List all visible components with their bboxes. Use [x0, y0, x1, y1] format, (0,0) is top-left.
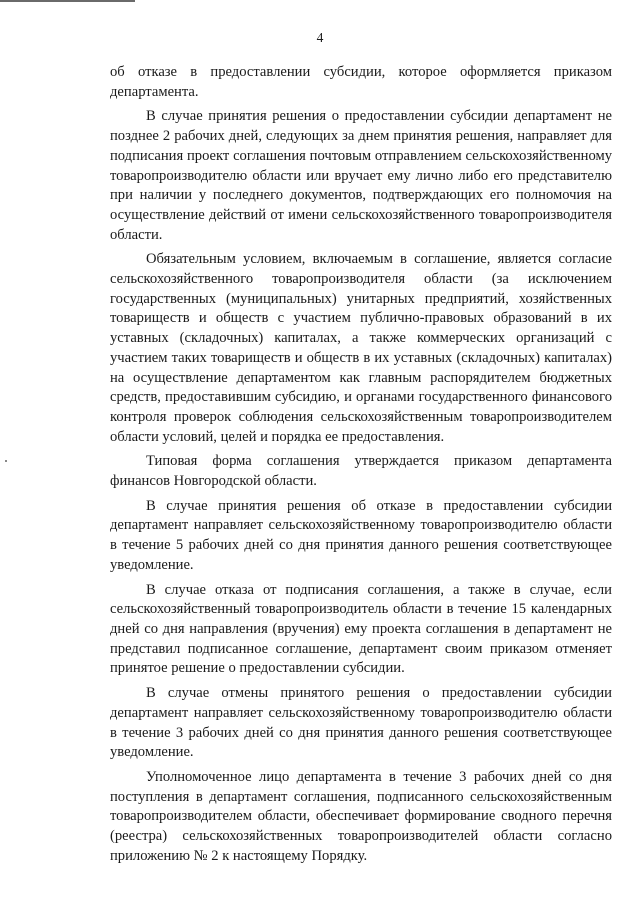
paragraph-1: об отказе в предоставлении субсидии, которое оформляется приказом департамента. — [110, 64, 612, 100]
document-body — [110, 63, 612, 871]
paragraph-6: В случае отказа от подписания соглашения, а также в случае, если сельскохозяйственный товаропроизводитель области в течение 15 календарных дней со дня направления (вручения) ему проекта соглашения в департамент не представил подписанное соглашение, департамент своим приказом отменяет принятое решение о предоставлении субсидии. — [110, 581, 612, 677]
scan-edge-line — [0, 0, 135, 2]
paragraph-2: В случае принятия решения о предоставлении субсидии департамент не позднее 2 рабочих дней, следующих за днем принятия решения, направляет для подписания проект соглашения почтовым отправлением сельскохозяйственному товаропроизводителю области или вручает ему лично либо его представителю при наличии у последнего документов, подтверждающих его полномочия на осуществление действий от имени сельскохозяйственного товаропроизводителя области. — [110, 108, 612, 243]
paragraph-5: В случае принятия решения об отказе в предоставлении субсидии департамент направляет сельскохозяйственному товаропроизводителю области в течение 5 рабочих дней со дня принятия данного решения соответствующее уведомление. — [110, 497, 612, 573]
paragraph-3: Обязательным условием, включаемым в соглашение, является согласие сельскохозяйственного товаропроизводителя области (за исключением государственных (муниципальных) унитарных предприятий, хозяйственных товариществ и обществ с участием публично-правовых образований в их уставных (складочных) капиталах, а также коммерческих организаций с участием таких товариществ и обществ в их уставных (складочных) капиталах) на осуществление департаментом как главным распорядителем бюджетных средств, предоставившим субсидию, и органами государственного финансового контроля проверок соблюдения сельскохозяйственным товаропроизводителем области условий, целей и порядка ее предоставления. — [110, 251, 612, 445]
paragraph-7: В случае отмены принятого решения о предоставлении субсидии департамент направляет сельскохозяйственному товаропроизводителю области в течение 3 рабочих дней со дня принятия данного решения соответствующее уведомление. — [110, 685, 612, 761]
paragraph-4: Типовая форма соглашения утверждается приказом департамента финансов Новгородской области. — [110, 453, 612, 490]
scan-margin-mark — [5, 460, 7, 462]
page-number: 4 — [316, 30, 324, 45]
paragraph-8: Уполномоченное лицо департамента в течение 3 рабочих дней со дня поступления в департамент соглашения, подписанного сельскохозяйственным товаропроизводителем области, обеспечивает формирование сводного перечня (реестра) сельскохозяйственных товаропроизводителей области согласно приложению № 2 к настоящему Порядку. — [110, 768, 612, 864]
